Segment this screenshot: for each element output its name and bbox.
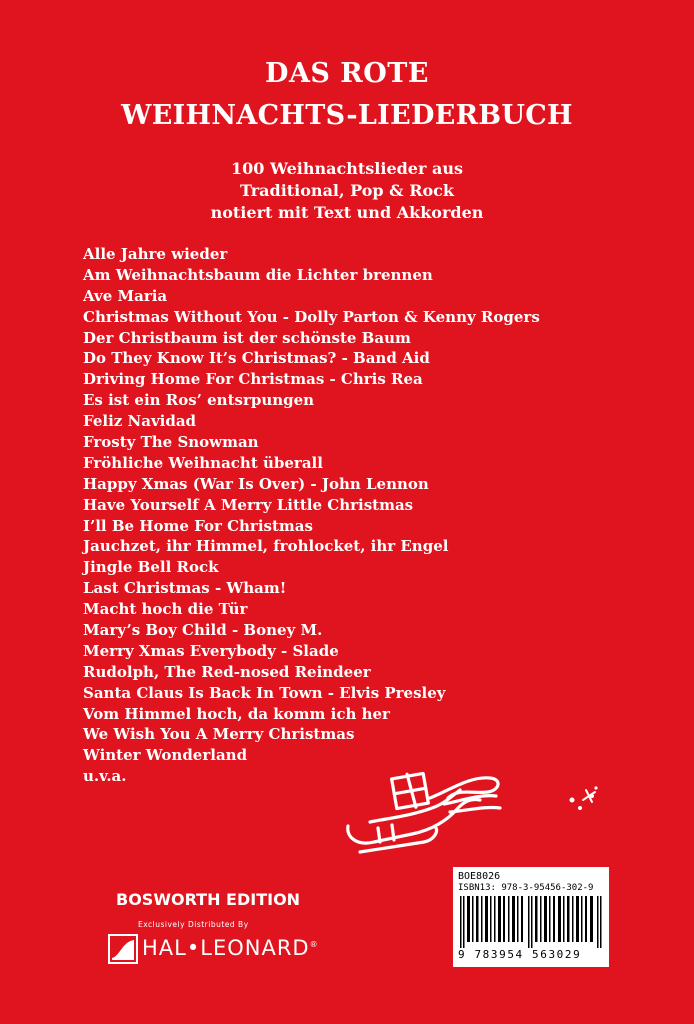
registered-mark: ®: [309, 940, 319, 949]
song-item: Der Christbaum ist der schönste Baum: [83, 328, 411, 347]
song-item: Santa Claus Is Back In Town - Elvis Presley: [83, 683, 446, 702]
song-item: Christmas Without You - Dolly Parton & Kenny Rogers: [83, 307, 540, 326]
song-item: Alle Jahre wieder: [83, 245, 228, 263]
song-item: Feliz Navidad: [83, 412, 197, 431]
song-item: Winter Wonderland: [83, 746, 248, 765]
subtitle-line: Traditional, Pop & Rock: [239, 181, 454, 200]
subtitle: [0, 158, 694, 224]
song-item: Happy Xmas (War Is Over) - John Lennon: [83, 474, 429, 493]
song-item: Jauchzet, ihr Himmel, frohlocket, ihr Engel: [83, 537, 449, 556]
song-item: Ave Maria: [83, 286, 168, 305]
song-item: u.v.a.: [83, 767, 127, 786]
song-item: Mary’s Boy Child - Boney M.: [83, 621, 323, 640]
song-item: We Wish You A Merry Christmas: [83, 725, 355, 744]
title-line-2: WEIHNACHTS-LIEDERBUCH: [121, 100, 573, 131]
distributed-by-label: Exclusively Distributed By: [138, 920, 249, 929]
song-item: Driving Home For Christmas - Chris Rea: [83, 370, 423, 389]
barcode-number: 9 783954 563029: [458, 948, 582, 961]
publisher-label: BOSWORTH EDITION: [116, 890, 301, 909]
hal-leonard-logo-icon: [108, 934, 138, 964]
isbn-number: ISBN13: 978-3-95456-302-9: [458, 883, 594, 893]
song-item: Frosty The Snowman: [83, 433, 259, 452]
subtitle-line: 100 Weihnachtslieder aus: [230, 159, 463, 178]
song-item: Merry Xmas Everybody - Slade: [83, 641, 339, 660]
song-item: Fröhliche Weihnacht überall: [83, 453, 323, 472]
song-item: Am Weihnachtsbaum die Lichter brennen: [83, 265, 433, 284]
song-item: Es ist ein Ros’ entsrpungen: [83, 391, 315, 410]
song-item: Macht hoch die Tür: [83, 600, 248, 619]
song-item: Vom Himmel hoch, da komm ich her: [83, 704, 390, 723]
barcode-icon: [458, 896, 604, 948]
song-item: Do They Know It’s Christmas? - Band Aid: [83, 349, 430, 368]
barcode-panel: [453, 867, 609, 967]
subtitle-line: notiert mit Text und Akkorden: [210, 203, 484, 222]
song-list: [83, 244, 540, 787]
product-code: BOE8026: [458, 871, 501, 882]
song-item: Rudolph, The Red-nosed Reindeer: [83, 662, 371, 681]
distributor-name-text: HAL•LEONARD: [142, 936, 310, 960]
song-item: Have Yourself A Merry Little Christmas: [83, 495, 414, 514]
distributor-name: [142, 936, 319, 960]
song-item: Jingle Bell Rock: [83, 558, 219, 577]
song-item: Last Christmas - Wham!: [83, 579, 287, 598]
song-item: I’ll Be Home For Christmas: [83, 516, 313, 535]
title-line-1: DAS ROTE: [265, 58, 429, 89]
sleigh-with-gift-icon: [340, 762, 610, 862]
